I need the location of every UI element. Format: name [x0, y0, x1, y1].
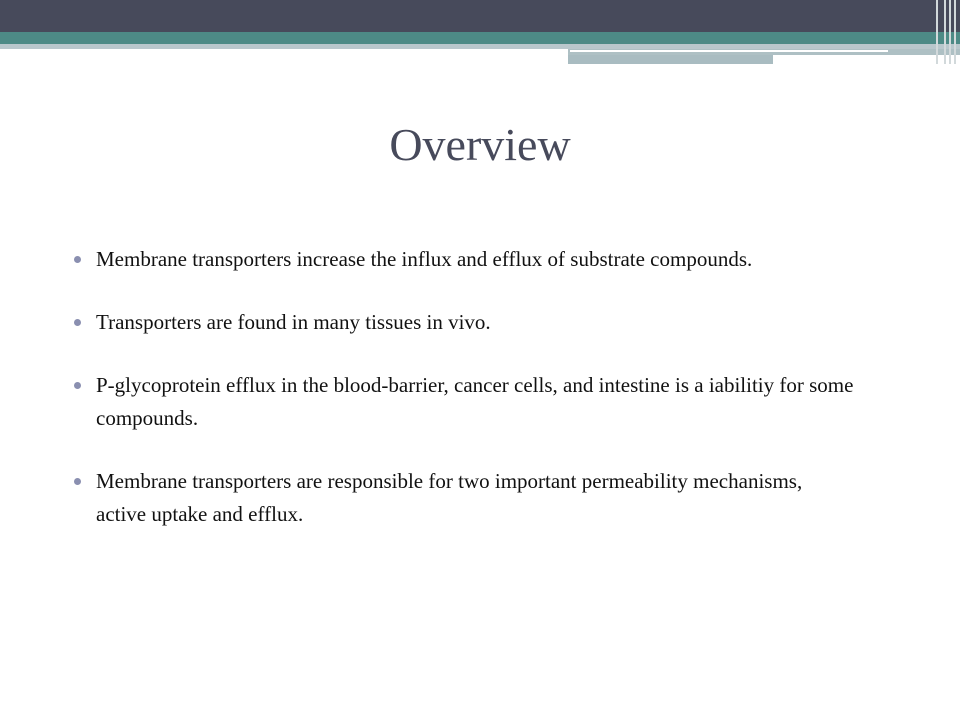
bullet-dot-icon	[74, 256, 81, 263]
header-accent-bar-short	[568, 55, 773, 64]
bullet-text: P-glycoprotein efflux in the blood-barrier, cancer cells, and intestine is a iabilitiy for some compounds.	[96, 373, 854, 430]
bullet-text: Transporters are found in many tissues in vivo.	[96, 310, 491, 334]
bullet-text: Membrane transporters increase the influx and efflux of substrate compounds.	[96, 247, 753, 271]
bullet-dot-icon	[74, 382, 81, 389]
bullet-dot-icon	[74, 319, 81, 326]
bullet-item	[74, 243, 854, 276]
bullet-item	[74, 465, 854, 531]
bullet-item	[74, 306, 854, 339]
bullet-text: Membrane transporters are responsible for two important permeability mechanisms, active uptake and efflux.	[96, 469, 803, 526]
bullet-list	[74, 243, 854, 561]
header-bar-teal	[0, 32, 960, 44]
slide-title: Overview	[389, 119, 571, 170]
header-bar-dark	[0, 0, 960, 32]
bullet-dot-icon	[74, 478, 81, 485]
bullet-item	[74, 369, 854, 435]
header-accent-gap	[570, 50, 888, 52]
corner-decoration	[930, 0, 960, 64]
